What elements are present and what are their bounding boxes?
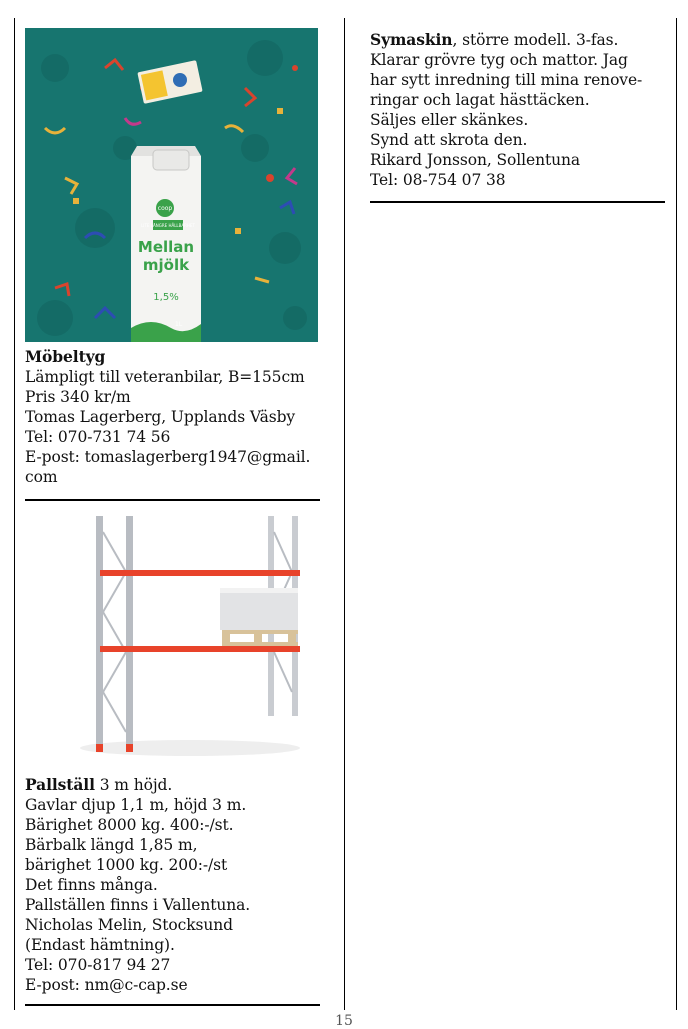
ad-divider <box>370 201 665 203</box>
svg-text:1L: 1L <box>175 321 183 328</box>
svg-text:1,5%: 1,5% <box>153 292 179 303</box>
page-number: 15 <box>335 1013 353 1029</box>
ad-line: Rikard Jonsson, Sollentuna <box>370 151 580 169</box>
ad-line: Tel: 070-817 94 27 <box>25 956 171 974</box>
ad-line: Pallställen finns i Vallentuna. <box>25 896 251 914</box>
ad-title: Pallställ <box>25 775 95 794</box>
ad-title-suffix: , större modell. 3-fas. <box>452 31 619 49</box>
ad-title-suffix: 3 m höjd. <box>94 776 173 794</box>
ad-symaskin <box>370 30 642 190</box>
ad-divider <box>25 499 320 501</box>
ad-mobeltyg <box>25 347 310 487</box>
svg-text:mjölk: mjölk <box>142 256 190 274</box>
pallet-rack-photo <box>80 512 305 757</box>
ad-line: Tel: 070-731 74 56 <box>25 428 171 446</box>
svg-text:Mellan: Mellan <box>137 238 195 256</box>
column-rule-middle <box>344 18 345 1010</box>
ad-email-cont[interactable]: com <box>25 468 58 486</box>
fabric-photo <box>25 28 318 342</box>
ad-email[interactable]: E-post: tomaslagerberg1947@gmail. <box>25 448 311 466</box>
ad-line: Det finns många. <box>25 876 158 894</box>
pallet-rack-svg <box>80 512 305 757</box>
column-rule-right <box>676 18 677 1010</box>
ad-title: Symaskin <box>370 30 453 49</box>
ad-line: Klarar grövre tyg och mattor. Jag <box>370 51 628 69</box>
ad-title: Möbeltyg <box>25 347 106 366</box>
milk-carton <box>131 146 201 342</box>
ad-line: ringar och lagat hästtäcken. <box>370 91 590 109</box>
ad-line: har sytt inredning till mina renove- <box>370 71 643 89</box>
column-rule-left <box>14 18 15 1010</box>
fabric-photo-svg <box>25 28 318 342</box>
ad-divider <box>25 1004 320 1006</box>
ad-line: Nicholas Melin, Stocksund <box>25 916 233 934</box>
ad-line: Bärbalk längd 1,85 m, <box>25 836 198 854</box>
ad-line: Bärighet 8000 kg. 400:-/st. <box>25 816 234 834</box>
ad-line: Lämpligt till veteranbilar, B=155cm <box>25 368 305 386</box>
ad-email[interactable]: E-post: nm@c-cap.se <box>25 976 188 994</box>
ad-pallstall <box>25 775 250 995</box>
ad-line: Synd att skrota den. <box>370 131 528 149</box>
svg-text:coop: coop <box>157 205 173 212</box>
ad-line: Tel: 08-754 07 38 <box>370 171 506 189</box>
ad-line: Pris 340 kr/m <box>25 388 131 406</box>
svg-text:LITE LÄNGRE HÅLLBARHET: LITE LÄNGRE HÅLLBARHET <box>141 223 195 228</box>
ad-line: (Endast hämtning). <box>25 936 175 954</box>
ad-line: Gavlar djup 1,1 m, höjd 3 m. <box>25 796 247 814</box>
ad-line: bärighet 1000 kg. 200:-/st <box>25 856 228 874</box>
ad-line: Tomas Lagerberg, Upplands Väsby <box>25 408 296 426</box>
ad-line: Säljes eller skänkes. <box>370 111 529 129</box>
